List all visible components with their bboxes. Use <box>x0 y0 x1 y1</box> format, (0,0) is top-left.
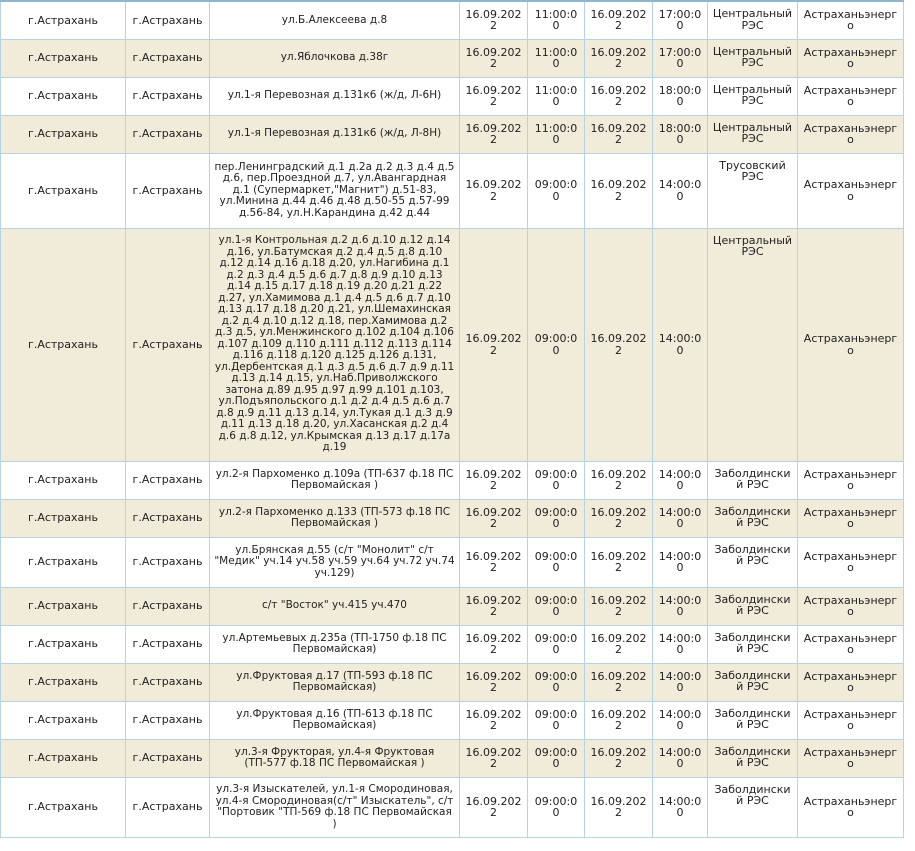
start-date-cell: 16.09.2022 <box>460 537 528 587</box>
company-cell: Астраханьэнерго <box>798 499 904 537</box>
end-time-cell: 18:00:00 <box>653 77 708 115</box>
end-date-cell: 16.09.2022 <box>585 115 653 153</box>
city-cell: г.Астрахань <box>1 701 126 739</box>
city-cell: г.Астрахань <box>1 739 126 777</box>
table-row <box>1 587 904 625</box>
start-date-cell: 16.09.2022 <box>460 77 528 115</box>
city-cell: г.Астрахань <box>1 663 126 701</box>
zone-cell: Заболдинский РЭС <box>708 587 798 625</box>
end-date-cell: 16.09.2022 <box>585 77 653 115</box>
address-cell: с/т "Восток" уч.415 уч.470 <box>210 587 460 625</box>
end-date-cell: 16.09.2022 <box>585 461 653 499</box>
company-cell: Астраханьэнерго <box>798 625 904 663</box>
zone-cell: Заболдинский РЭС <box>708 625 798 663</box>
locality-cell: г.Астрахань <box>126 1 210 39</box>
end-date-cell: 16.09.2022 <box>585 625 653 663</box>
start-time-cell: 09:00:00 <box>528 663 585 701</box>
zone-cell: Заболдинский РЭС <box>708 739 798 777</box>
table-row <box>1 1 904 39</box>
start-date-cell: 16.09.2022 <box>460 739 528 777</box>
start-date-cell: 16.09.2022 <box>460 1 528 39</box>
company-cell: Астраханьэнерго <box>798 39 904 77</box>
table-row <box>1 663 904 701</box>
zone-cell: Центральный РЭС <box>708 228 798 461</box>
start-time-cell: 09:00:00 <box>528 228 585 461</box>
start-time-cell: 11:00:00 <box>528 39 585 77</box>
start-date-cell: 16.09.2022 <box>460 587 528 625</box>
city-cell: г.Астрахань <box>1 228 126 461</box>
table-row <box>1 461 904 499</box>
start-date-cell: 16.09.2022 <box>460 228 528 461</box>
end-time-cell: 17:00:00 <box>653 39 708 77</box>
table-row <box>1 499 904 537</box>
end-time-cell: 14:00:00 <box>653 587 708 625</box>
zone-cell: Заболдинский РЭС <box>708 701 798 739</box>
city-cell: г.Астрахань <box>1 625 126 663</box>
zone-cell: Заболдинский РЭС <box>708 537 798 587</box>
start-date-cell: 16.09.2022 <box>460 499 528 537</box>
company-cell: Астраханьэнерго <box>798 153 904 228</box>
locality-cell: г.Астрахань <box>126 777 210 837</box>
zone-cell: Заболдинский РЭС <box>708 461 798 499</box>
start-time-cell: 09:00:00 <box>528 777 585 837</box>
address-cell: ул.2-я Пархоменко д.109а (ТП-637 ф.18 ПС Первомайская ) <box>210 461 460 499</box>
table-row <box>1 739 904 777</box>
table-row <box>1 625 904 663</box>
address-cell: ул.Б.Алексеева д.8 <box>210 1 460 39</box>
table-row <box>1 153 904 228</box>
company-cell: Астраханьэнерго <box>798 115 904 153</box>
end-time-cell: 14:00:00 <box>653 777 708 837</box>
end-date-cell: 16.09.2022 <box>585 499 653 537</box>
start-date-cell: 16.09.2022 <box>460 701 528 739</box>
company-cell: Астраханьэнерго <box>798 739 904 777</box>
end-date-cell: 16.09.2022 <box>585 587 653 625</box>
address-cell: ул.Брянская д.55 (с/т "Монолит" с/т "Медик" уч.14 уч.58 уч.59 уч.64 уч.72 уч.74 уч.129) <box>210 537 460 587</box>
start-time-cell: 11:00:00 <box>528 1 585 39</box>
locality-cell: г.Астрахань <box>126 537 210 587</box>
address-cell: ул.3-я Фрукторая, ул.4-я Фруктовая (ТП-577 ф.18 ПС Первомайская ) <box>210 739 460 777</box>
start-time-cell: 09:00:00 <box>528 499 585 537</box>
zone-cell: Центральный РЭС <box>708 115 798 153</box>
city-cell: г.Астрахань <box>1 77 126 115</box>
table-row <box>1 39 904 77</box>
end-time-cell: 14:00:00 <box>653 663 708 701</box>
locality-cell: г.Астрахань <box>126 115 210 153</box>
end-time-cell: 14:00:00 <box>653 499 708 537</box>
zone-cell: Центральный РЭС <box>708 39 798 77</box>
address-cell: ул.1-я Перевозная д.131к6 (ж/д, Л-8Н) <box>210 115 460 153</box>
end-time-cell: 14:00:00 <box>653 537 708 587</box>
end-date-cell: 16.09.2022 <box>585 537 653 587</box>
end-date-cell: 16.09.2022 <box>585 228 653 461</box>
start-time-cell: 11:00:00 <box>528 115 585 153</box>
address-cell: пер.Ленинградский д.1 д.2а д.2 д.3 д.4 д.5 д.6, пер.Проездной д.7, ул.Авангардная д.1 (Супермаркет,"Магнит") д.51-83, ул.Минина д.44 д.46 д.48 д.50-55 д.57-99 д.56-84, ул.Н.Карандина д.42 д.44 <box>210 153 460 228</box>
city-cell: г.Астрахань <box>1 587 126 625</box>
address-cell: ул.Фруктовая д.17 (ТП-593 ф.18 ПС Первомайская) <box>210 663 460 701</box>
start-date-cell: 16.09.2022 <box>460 663 528 701</box>
zone-cell: Центральный РЭС <box>708 1 798 39</box>
table-row <box>1 228 904 461</box>
locality-cell: г.Астрахань <box>126 499 210 537</box>
end-date-cell: 16.09.2022 <box>585 39 653 77</box>
address-cell: ул.Фруктовая д.16 (ТП-613 ф.18 ПС Первомайская) <box>210 701 460 739</box>
locality-cell: г.Астрахань <box>126 663 210 701</box>
city-cell: г.Астрахань <box>1 115 126 153</box>
company-cell: Астраханьэнерго <box>798 228 904 461</box>
end-time-cell: 14:00:00 <box>653 228 708 461</box>
start-time-cell: 09:00:00 <box>528 461 585 499</box>
end-date-cell: 16.09.2022 <box>585 1 653 39</box>
locality-cell: г.Астрахань <box>126 77 210 115</box>
end-date-cell: 16.09.2022 <box>585 663 653 701</box>
address-cell: ул.Артемьевых д.235а (ТП-1750 ф.18 ПС Первомайская) <box>210 625 460 663</box>
locality-cell: г.Астрахань <box>126 153 210 228</box>
zone-cell: Трусовский РЭС <box>708 153 798 228</box>
start-date-cell: 16.09.2022 <box>460 153 528 228</box>
address-cell: ул.1-я Контрольная д.2 д.6 д.10 д.12 д.14 д.16, ул.Батумская д.2 д.4 д.5 д.8 д.10 д.12 д.14 д.16 д.18 д.20, ул.Нагибина д.1 д.2 д.3 д.4 д.5 д.6 д.7 д.8 д.9 д.10 д.13 д.14 д.15 д.17 д.18 д.19 д.20 д.21 д.22 д.27, ул.Хамимова д.1 д.4 д.5 д.6 д.7 д.10 д.13 д.17 д.18 д.20 д.21, ул.Шемахинская д.2 д.4 д.10 д.12 д.18, пер.Хамимова д.2 д.3 д.5, ул.Менжинского д.102 д.104 д.106 д.107 д.109 д.110 д.111 д.112 д.113 д.114 д.116 д.118 д.120 д.125 д.126 д.131, ул.Дербентская д.1 д.3 д.5 д.6 д.7 д.9 д.11 д.13 д.14 д.15, ул.Наб.Приволжского затона д.89 д.95 д.97 д.99 д.101 д.103, ул.Подъяпольского д.1 д.2 д.4 д.5 д.6 д.7 д.8 д.9 д.11 д.13 д.14, ул.Тукая д.1 д.3 д.9 д.11 д.13 д.18 д.20, ул.Хасанская д.2 д.4 д.6 д.8 д.12, ул.Крымская д.13 д.17 д.17а д.19 <box>210 228 460 461</box>
city-cell: г.Астрахань <box>1 153 126 228</box>
start-date-cell: 16.09.2022 <box>460 461 528 499</box>
locality-cell: г.Астрахань <box>126 625 210 663</box>
locality-cell: г.Астрахань <box>126 587 210 625</box>
locality-cell: г.Астрахань <box>126 228 210 461</box>
table-row <box>1 537 904 587</box>
table-row <box>1 701 904 739</box>
company-cell: Астраханьэнерго <box>798 777 904 837</box>
table-body <box>1 1 904 837</box>
zone-cell: Заболдинский РЭС <box>708 499 798 537</box>
end-time-cell: 14:00:00 <box>653 625 708 663</box>
end-time-cell: 14:00:00 <box>653 739 708 777</box>
company-cell: Астраханьэнерго <box>798 461 904 499</box>
city-cell: г.Астрахань <box>1 777 126 837</box>
start-date-cell: 16.09.2022 <box>460 115 528 153</box>
address-cell: ул.2-я Пархоменко д.133 (ТП-573 ф.18 ПС Первомайская ) <box>210 499 460 537</box>
end-date-cell: 16.09.2022 <box>585 777 653 837</box>
start-date-cell: 16.09.2022 <box>460 39 528 77</box>
city-cell: г.Астрахань <box>1 461 126 499</box>
company-cell: Астраханьэнерго <box>798 701 904 739</box>
end-time-cell: 18:00:00 <box>653 115 708 153</box>
locality-cell: г.Астрахань <box>126 39 210 77</box>
locality-cell: г.Астрахань <box>126 461 210 499</box>
start-time-cell: 09:00:00 <box>528 153 585 228</box>
city-cell: г.Астрахань <box>1 39 126 77</box>
company-cell: Астраханьэнерго <box>798 663 904 701</box>
table-row <box>1 77 904 115</box>
table-row <box>1 115 904 153</box>
city-cell: г.Астрахань <box>1 1 126 39</box>
company-cell: Астраханьэнерго <box>798 537 904 587</box>
start-date-cell: 16.09.2022 <box>460 625 528 663</box>
end-date-cell: 16.09.2022 <box>585 739 653 777</box>
zone-cell: Заболдинский РЭС <box>708 777 798 837</box>
city-cell: г.Астрахань <box>1 499 126 537</box>
city-cell: г.Астрахань <box>1 537 126 587</box>
company-cell: Астраханьэнерго <box>798 1 904 39</box>
locality-cell: г.Астрахань <box>126 739 210 777</box>
start-time-cell: 09:00:00 <box>528 537 585 587</box>
end-time-cell: 14:00:00 <box>653 153 708 228</box>
address-cell: ул.Яблочкова д.38г <box>210 39 460 77</box>
end-date-cell: 16.09.2022 <box>585 153 653 228</box>
company-cell: Астраханьэнерго <box>798 77 904 115</box>
start-time-cell: 09:00:00 <box>528 587 585 625</box>
address-cell: ул.3-я Изыскателей, ул.1-я Смородиновая, ул.4-я Смородиновая(с/т" Изыскатель", с/т "Портовик "ТП-569 ф.18 ПС Первомайская ) <box>210 777 460 837</box>
start-time-cell: 11:00:00 <box>528 77 585 115</box>
table-row <box>1 777 904 837</box>
locality-cell: г.Астрахань <box>126 701 210 739</box>
start-date-cell: 16.09.2022 <box>460 777 528 837</box>
end-date-cell: 16.09.2022 <box>585 701 653 739</box>
zone-cell: Заболдинский РЭС <box>708 663 798 701</box>
start-time-cell: 09:00:00 <box>528 625 585 663</box>
start-time-cell: 09:00:00 <box>528 739 585 777</box>
end-time-cell: 14:00:00 <box>653 461 708 499</box>
address-cell: ул.1-я Перевозная д.131к6 (ж/д, Л-6Н) <box>210 77 460 115</box>
end-time-cell: 17:00:00 <box>653 1 708 39</box>
start-time-cell: 09:00:00 <box>528 701 585 739</box>
company-cell: Астраханьэнерго <box>798 587 904 625</box>
zone-cell: Центральный РЭС <box>708 77 798 115</box>
end-time-cell: 14:00:00 <box>653 701 708 739</box>
